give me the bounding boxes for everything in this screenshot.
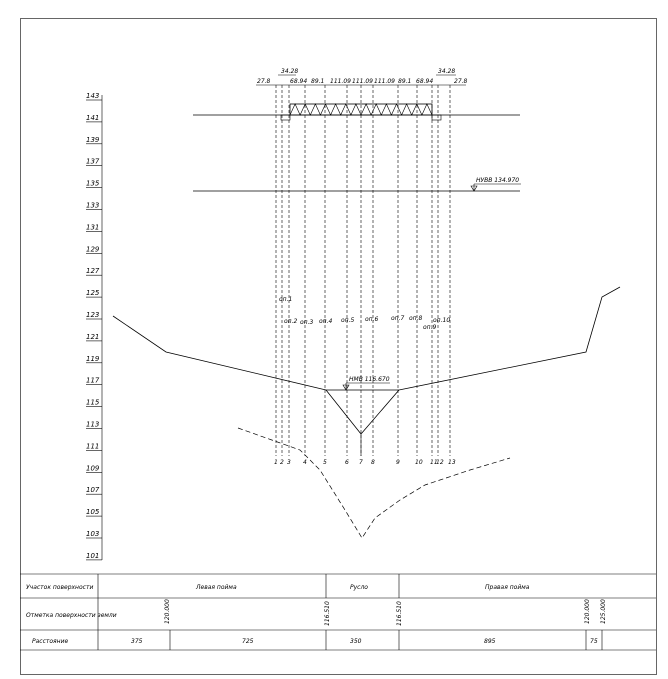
elevation-3: 116.510 <box>396 601 403 626</box>
distance-2: 725 <box>242 638 254 645</box>
span-dim-4: 111.09 <box>352 78 373 85</box>
axis-tick-label: 117 <box>86 376 100 385</box>
section-left-floodplain: Левая пойма <box>196 584 237 591</box>
riverbed-channel <box>326 390 399 434</box>
axis-tick-label: 115 <box>86 398 100 407</box>
axis-tick-label: 103 <box>86 530 100 538</box>
pier-numbers <box>274 459 456 466</box>
support-label-9: оп.9 <box>423 324 437 331</box>
axis-tick-label: 127 <box>86 267 100 276</box>
support-label-2: оп.2 <box>284 318 298 325</box>
span-dim-5: 111.09 <box>374 78 395 85</box>
axis-tick-label: 123 <box>86 311 100 319</box>
axis-tick-label: 125 <box>86 289 100 298</box>
distance-3: 350 <box>350 638 362 645</box>
pier-number: 1 <box>274 459 278 466</box>
span-dim-3: 111.09 <box>330 78 351 85</box>
pier-number: 4 <box>303 459 307 466</box>
elevation-4: 120.000 <box>584 599 591 624</box>
pier-number: 12 <box>436 459 444 466</box>
axis-tick-label: 119 <box>86 354 100 363</box>
distance-1: 375 <box>131 638 143 645</box>
row-header-elevation: Отметка поверхности земли <box>26 612 117 619</box>
axis-tick-label: 137 <box>86 157 100 166</box>
low-water-label: НМВ 116.670 <box>349 376 390 383</box>
elevation-2: 116.510 <box>324 601 331 626</box>
axis-tick-label: 143 <box>86 92 100 100</box>
axis-tick-label: 139 <box>86 135 100 144</box>
row-header-section: Участок поверхности <box>26 584 94 591</box>
pier-number: 2 <box>280 459 284 466</box>
axis-tick-label: 121 <box>86 332 100 341</box>
elevation-axis-ticks <box>86 92 102 560</box>
low-water-marker <box>343 376 390 390</box>
axis-tick-label: 107 <box>86 486 100 495</box>
drawing-frame <box>21 19 657 675</box>
span-dim-7: 68.94 <box>416 78 434 85</box>
distance-5: 75 <box>590 638 598 645</box>
axis-tick-label: 129 <box>86 245 100 254</box>
pier-number: 5 <box>323 459 327 466</box>
left-small-dim: 27.8 <box>257 78 271 85</box>
axis-tick-label: 131 <box>86 223 100 232</box>
section-right-floodplain: Правая пойма <box>485 584 530 591</box>
support-label-6: оп.6 <box>365 316 379 323</box>
elevation-5: 125.000 <box>600 599 607 624</box>
axis-tick-label: 133 <box>86 201 100 210</box>
pier-number: 9 <box>396 459 400 466</box>
pier-number: 7 <box>359 459 363 466</box>
pier-number: 8 <box>371 459 375 466</box>
left-top-dim: 34.28 <box>281 68 299 75</box>
high-water-marker <box>471 177 521 191</box>
axis-tick-label: 113 <box>86 420 100 429</box>
support-label-4: оп.4 <box>319 318 333 325</box>
axis-tick-label: 135 <box>86 179 100 188</box>
right-top-dim: 34.28 <box>438 68 456 75</box>
section-channel: Русло <box>350 584 368 591</box>
axis-tick-label: 111 <box>86 442 100 451</box>
ground-surface-profile <box>113 287 620 390</box>
span-dim-2: 89.1 <box>311 78 325 85</box>
support-label-5: оп.5 <box>341 317 355 324</box>
pier-number: 10 <box>415 459 423 466</box>
support-label-10: оп.10 <box>433 317 451 324</box>
axis-tick-label: 101 <box>86 551 100 560</box>
axis-tick-label: 109 <box>86 464 100 473</box>
high-water-label: НУВВ 134.970 <box>476 177 520 184</box>
bedrock-dashed-line <box>238 428 510 538</box>
support-labels <box>279 296 450 331</box>
axis-tick-label: 105 <box>86 508 100 517</box>
profile-table <box>20 574 656 650</box>
span-dimension-chain <box>256 68 468 85</box>
distance-4: 895 <box>484 638 496 645</box>
right-small-dim: 27.8 <box>454 78 468 85</box>
span-dim-6: 89.1 <box>398 78 412 85</box>
axis-tick-label: 141 <box>86 113 100 122</box>
pier-number: 13 <box>448 459 456 466</box>
support-label-7: оп.7 <box>391 315 405 322</box>
elevation-1: 120.000 <box>164 599 171 624</box>
pier-posts <box>276 85 450 456</box>
pier-number: 6 <box>345 459 349 466</box>
pier-number: 3 <box>287 459 291 466</box>
row-header-distance: Расстояние <box>32 638 69 645</box>
support-label-1: оп.1 <box>279 296 293 303</box>
span-dim-1: 68.94 <box>290 78 308 85</box>
pier-number: 11 <box>430 459 438 466</box>
support-label-3: оп.3 <box>300 319 314 326</box>
support-label-8: оп.8 <box>409 315 423 322</box>
